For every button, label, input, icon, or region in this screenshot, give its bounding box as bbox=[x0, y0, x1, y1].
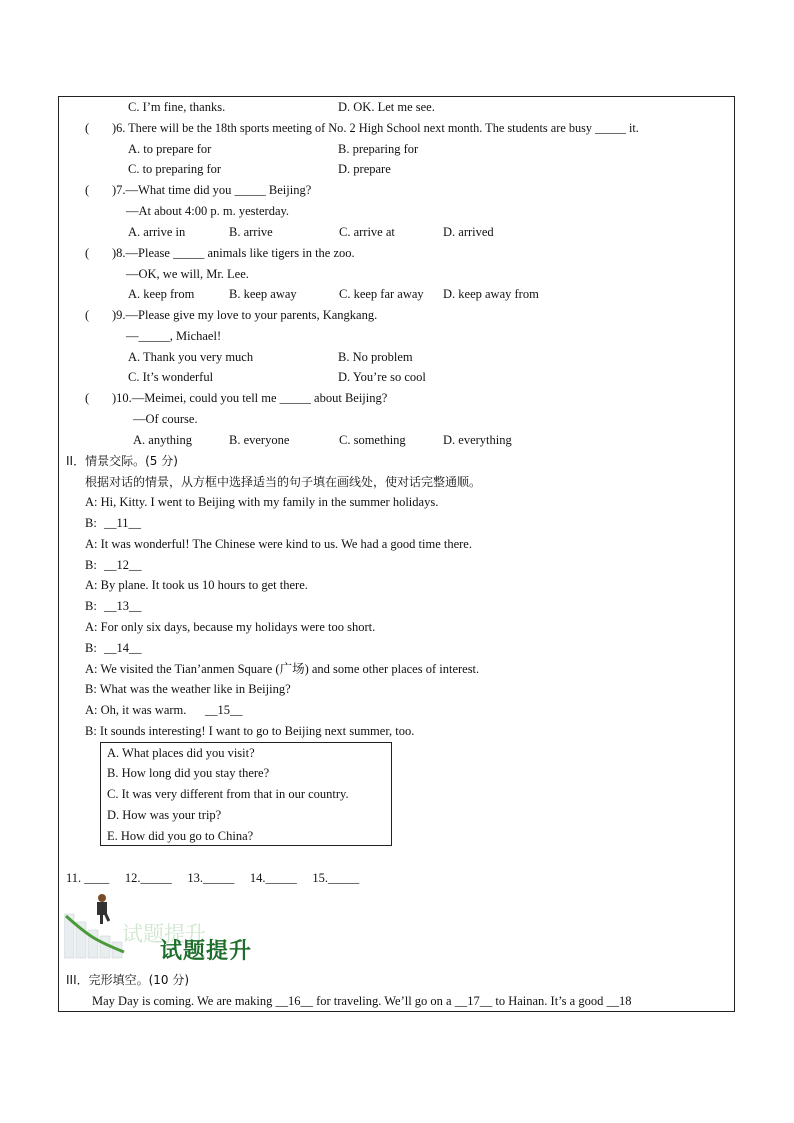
dialogue-line-2: B: bbox=[85, 516, 97, 530]
q7-reply: —At about 4:00 p. m. yesterday. bbox=[126, 204, 290, 218]
q9-reply: —_____, Michael! bbox=[126, 329, 222, 343]
cloze-line-1 bbox=[92, 994, 631, 1008]
dialogue-line-5: A: By plane. It took us 10 hours to get there. bbox=[85, 578, 308, 592]
blank-14[interactable]: __14__ bbox=[104, 641, 142, 655]
q10-option-d: D. everything bbox=[443, 433, 512, 447]
section2-instruction: 根据对话的情景，从方框中选择适当的句子填在画线处，使对话完整通顺。 bbox=[85, 475, 482, 489]
q7-option-a: A. arrive in bbox=[128, 225, 186, 239]
dialogue-line-1: A: Hi, Kitty. I went to Beijing with my family in the summer holidays. bbox=[85, 495, 439, 509]
q8-stem: )8.—Please _____ animals like tigers in the zoo. bbox=[112, 246, 355, 260]
section2-heading: II．情景交际。(5 分) bbox=[66, 454, 178, 468]
blank-18[interactable]: __18 bbox=[606, 994, 632, 1008]
q6-option-d: D. prepare bbox=[338, 162, 391, 176]
q9-option-b: B. No problem bbox=[338, 350, 413, 364]
q6-option-b: B. preparing for bbox=[338, 142, 419, 156]
section-logo-title: 试题提升 bbox=[160, 939, 253, 964]
logo-ghost-text: 试题提升 bbox=[122, 922, 206, 946]
blank-12[interactable]: __12__ bbox=[104, 558, 142, 572]
q7-option-d: D. arrived bbox=[443, 225, 494, 239]
q6-option-c: C. to preparing for bbox=[128, 162, 222, 176]
q10-option-b: B. everyone bbox=[229, 433, 290, 447]
q8-option-b: B. keep away bbox=[229, 287, 297, 301]
blank-13[interactable]: __13__ bbox=[104, 599, 142, 613]
cloze-text-a: May Day is coming. We are making bbox=[92, 994, 276, 1008]
dialogue-line-7: A: For only six days, because my holidays were too short. bbox=[85, 620, 376, 634]
q10-reply: —Of course. bbox=[133, 412, 198, 426]
dialogue-line-10: B: What was the weather like in Beijing? bbox=[85, 682, 291, 696]
q5-option-d: D. OK. Let me see. bbox=[338, 100, 435, 114]
q9-option-d: D. You’re so cool bbox=[338, 370, 426, 384]
q9-stem: )9.—Please give my love to your parents, Kangkang. bbox=[112, 308, 378, 322]
q9-paren[interactable]: ( bbox=[85, 308, 90, 322]
option-c: C. It was very different from that in our country. bbox=[107, 787, 349, 801]
option-d: D. How was your trip? bbox=[107, 808, 222, 822]
q10-paren[interactable]: ( bbox=[85, 391, 90, 405]
dialogue-line-6: B: bbox=[85, 599, 97, 613]
blank-17[interactable]: __17__ bbox=[454, 994, 493, 1008]
answer-blanks-row[interactable]: 11. ____ 12._____ 13._____ 14._____ 15._____ bbox=[66, 871, 360, 885]
blank-16[interactable]: __16__ bbox=[275, 994, 313, 1008]
dialogue-line-3: A: It was wonderful! The Chinese were kind to us. We had a good time there. bbox=[85, 537, 472, 551]
cloze-text-c: to Hainan. It’s a good bbox=[492, 994, 607, 1008]
q9-option-c: C. It’s wonderful bbox=[128, 370, 214, 384]
dialogue-line-9: A: We visited the Tian’anmen Square (广场) and some other places of interest. bbox=[85, 662, 480, 676]
dialogue-line-12: B: It sounds interesting! I want to go to Beijing next summer, too. bbox=[85, 724, 415, 738]
option-a: A. What places did you visit? bbox=[107, 746, 255, 760]
q8-option-d: D. keep away from bbox=[443, 287, 539, 301]
q8-paren[interactable]: ( bbox=[85, 246, 90, 260]
q8-reply: —OK, we will, Mr. Lee. bbox=[126, 267, 249, 281]
q10-option-c: C. something bbox=[339, 433, 406, 447]
option-b: B. How long did you stay there? bbox=[107, 766, 270, 780]
q8-option-c: C. keep far away bbox=[339, 287, 424, 301]
q7-paren[interactable]: ( bbox=[85, 183, 90, 197]
q6-stem: )6. There will be the 18th sports meeting of No. 2 High School next month. The students are busy _____ it. bbox=[112, 121, 639, 135]
blank-11[interactable]: __11__ bbox=[104, 516, 142, 530]
q6-paren[interactable]: ( bbox=[85, 121, 90, 135]
dialogue-line-8: B: bbox=[85, 641, 97, 655]
q5-option-c: C. I’m fine, thanks. bbox=[128, 100, 226, 114]
q7-option-b: B. arrive bbox=[229, 225, 273, 239]
option-e: E. How did you go to China? bbox=[107, 829, 254, 843]
q7-stem: )7.—What time did you _____ Beijing? bbox=[112, 183, 312, 197]
q6-option-a: A. to prepare for bbox=[128, 142, 212, 156]
q7-option-c: C. arrive at bbox=[339, 225, 395, 239]
q10-stem: )10.—Meimei, could you tell me _____ about Beijing? bbox=[112, 391, 388, 405]
dialogue-line-11: A: Oh, it was warm. bbox=[85, 703, 187, 717]
blank-15[interactable]: __15__ bbox=[205, 703, 243, 717]
cloze-text-b: for traveling. We’ll go on a bbox=[312, 994, 455, 1008]
section3-heading: III．完形填空。(10 分) bbox=[66, 973, 190, 987]
dialogue-line-4: B: bbox=[85, 558, 97, 572]
q8-option-a: A. keep from bbox=[128, 287, 195, 301]
q9-option-a: A. Thank you very much bbox=[128, 350, 254, 364]
q10-option-a: A. anything bbox=[133, 433, 193, 447]
